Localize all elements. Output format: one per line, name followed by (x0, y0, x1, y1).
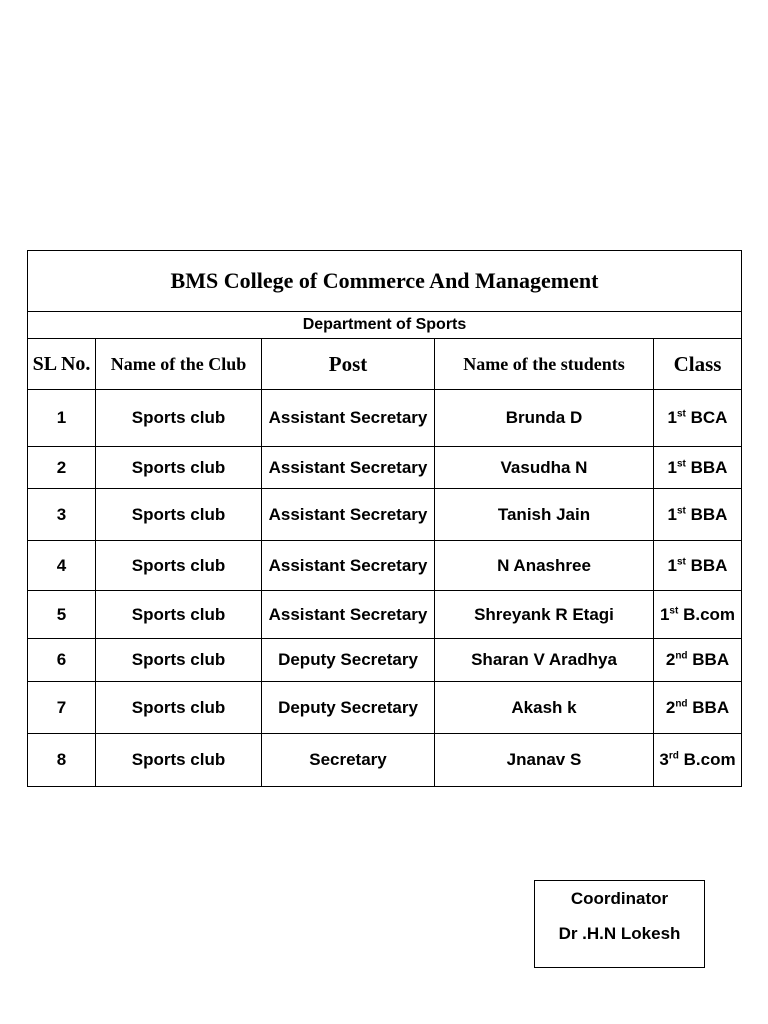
class-cell (654, 591, 742, 639)
college-title: BMS College of Commerce And Management (28, 251, 742, 312)
class-program: BBA (690, 555, 728, 575)
class-program: B.com (683, 750, 736, 769)
sl-cell: 2 (28, 447, 96, 489)
sl-cell: 7 (28, 682, 96, 734)
club-cell: Sports club (96, 447, 262, 489)
title-row (28, 251, 742, 312)
class-program: BBA (692, 697, 730, 717)
table-row (28, 489, 742, 541)
sl-cell: 1 (28, 390, 96, 447)
table-row (28, 682, 742, 734)
header-student-name: Name of the students (435, 339, 654, 390)
class-cell (654, 541, 742, 591)
student-cell: Vasudha N (435, 447, 654, 489)
class-program: B.com (683, 604, 736, 624)
class-cell (654, 734, 742, 787)
club-cell: Sports club (96, 541, 262, 591)
class-ordinal: nd (675, 697, 688, 709)
sl-cell: 8 (28, 734, 96, 787)
table-row (28, 390, 742, 447)
class-year: 2 (665, 650, 676, 669)
class-year: 1 (659, 604, 670, 624)
class-cell (654, 639, 742, 682)
header-post: Post (262, 339, 435, 390)
department-row (28, 312, 742, 339)
post-cell: Secretary (262, 734, 435, 787)
table-row (28, 639, 742, 682)
student-cell: Jnanav S (435, 734, 654, 787)
coordinator-box (534, 880, 705, 968)
student-cell: Brunda D (435, 390, 654, 447)
student-cell: Sharan V Aradhya (435, 639, 654, 682)
class-program: BBA (692, 650, 730, 669)
coordinator-name: Dr .H.N Lokesh (558, 924, 681, 943)
class-program: BCA (690, 408, 728, 427)
club-cell: Sports club (96, 639, 262, 682)
class-cell (654, 447, 742, 489)
class-ordinal: rd (668, 750, 679, 762)
sl-cell: 5 (28, 591, 96, 639)
post-cell: Assistant Secretary (262, 390, 435, 447)
club-cell: Sports club (96, 734, 262, 787)
class-cell (654, 489, 742, 541)
class-program: BBA (690, 457, 728, 477)
class-year: 1 (667, 457, 677, 477)
table-row (28, 541, 742, 591)
club-members-table (27, 250, 742, 787)
class-ordinal: st (676, 457, 686, 469)
class-year: 1 (667, 504, 677, 524)
class-ordinal: nd (675, 650, 688, 662)
class-cell (654, 390, 742, 447)
class-cell (654, 682, 742, 734)
club-cell: Sports club (96, 591, 262, 639)
post-cell: Assistant Secretary (262, 489, 435, 541)
club-cell: Sports club (96, 489, 262, 541)
post-cell: Assistant Secretary (262, 591, 435, 639)
class-ordinal: st (676, 504, 686, 516)
student-cell: N Anashree (435, 541, 654, 591)
sl-cell: 4 (28, 541, 96, 591)
class-ordinal: st (676, 408, 686, 420)
student-cell: Akash k (435, 682, 654, 734)
table-row (28, 591, 742, 639)
coordinator-title: Coordinator (570, 889, 669, 908)
header-class: Class (654, 339, 742, 390)
class-ordinal: st (676, 555, 686, 567)
post-cell: Assistant Secretary (262, 447, 435, 489)
table-row (28, 447, 742, 489)
class-year: 1 (667, 408, 677, 427)
header-row (28, 339, 742, 390)
sl-cell: 6 (28, 639, 96, 682)
post-cell: Assistant Secretary (262, 541, 435, 591)
student-cell: Tanish Jain (435, 489, 654, 541)
table-row (28, 734, 742, 787)
post-cell: Deputy Secretary (262, 682, 435, 734)
class-year: 2 (665, 697, 676, 717)
department-title: Department of Sports (28, 312, 742, 339)
sl-cell: 3 (28, 489, 96, 541)
club-cell: Sports club (96, 682, 262, 734)
header-club-name: Name of the Club (96, 339, 262, 390)
student-cell: Shreyank R Etagi (435, 591, 654, 639)
post-cell: Deputy Secretary (262, 639, 435, 682)
class-program: BBA (690, 504, 728, 524)
class-ordinal: st (669, 604, 679, 616)
club-cell: Sports club (96, 390, 262, 447)
class-year: 1 (667, 555, 677, 575)
header-sl-no: SL No. (28, 339, 96, 390)
class-year: 3 (659, 750, 669, 769)
